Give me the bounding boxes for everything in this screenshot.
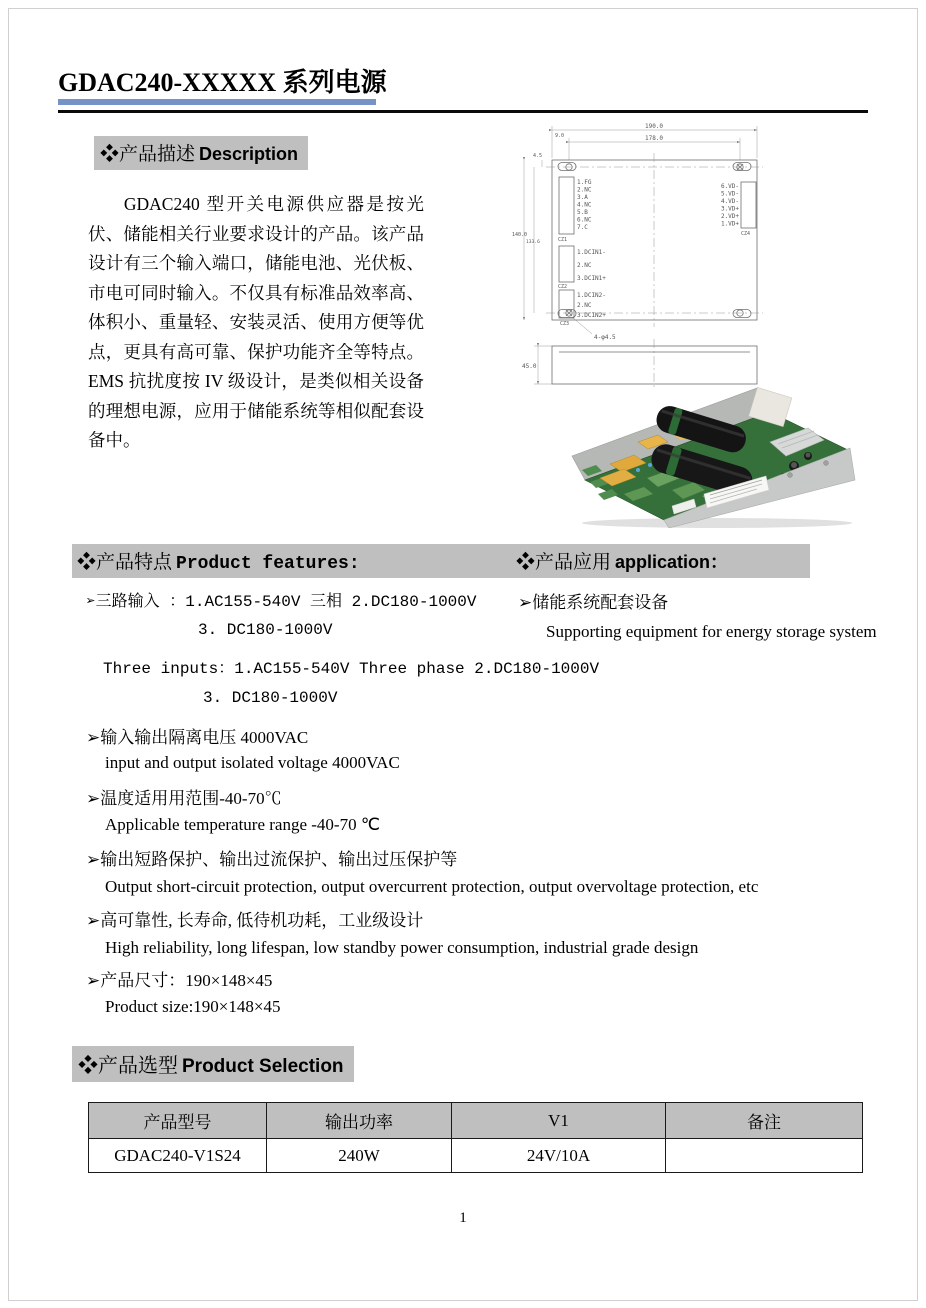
connector-label: CZ4	[741, 231, 751, 237]
connector-cz1	[558, 179, 592, 243]
table-header-model: 产品型号	[89, 1103, 267, 1139]
technical-drawing	[512, 120, 904, 388]
description-heading-zh: ❖产品描述	[100, 144, 196, 165]
table-header-v1: V1	[452, 1103, 666, 1139]
description-paragraph: GDAC240 型开关电源供应器是按光伏、储能相关行业要求设计的产品。该产品设计有三个输入端口，储能电池、光伏板、市电可同时输入。不仅具有标准品效率高、体积小、重量轻、安装灵活、使用方便等优点，更具有高可靠、保护功能齐全等特点。EMS 抗扰度按 IV 级设计，是类似相关设备的理想电源，应用于储能系统等相似配套设备中。	[88, 194, 424, 450]
selection-heading-en: Product Selection	[182, 1056, 344, 1077]
pin-label: 6.VD-	[720, 183, 739, 190]
pin-label: 1.DCIN1-	[577, 249, 606, 256]
feature-item: input and output isolated voltage 4000VAC	[105, 753, 400, 772]
pin-label: 2.VD+	[720, 213, 739, 220]
table-row	[89, 1139, 863, 1173]
selection-heading-zh: ❖产品选型	[78, 1055, 178, 1077]
pin-label: 1.FG	[577, 179, 592, 186]
dim-label-hole-note: 4-φ4.5	[594, 334, 616, 341]
pin-label: 2.NC	[577, 186, 592, 194]
dim-label-case-height: 45.0	[522, 363, 537, 370]
application-heading-en: application：	[615, 552, 729, 572]
feature-item: 3. DC180-1000V	[198, 621, 333, 639]
features-heading	[77, 547, 360, 574]
feature-item: ➢温度适用用范围-40-70℃	[86, 789, 282, 808]
feature-item: Applicable temperature range -40-70 ℃	[105, 815, 380, 834]
table-header-row	[89, 1103, 863, 1139]
table-header-remark: 备注	[666, 1103, 863, 1139]
dim-label-edge-offset: 9.0	[555, 133, 565, 139]
pin-label: 6.NC	[577, 216, 592, 224]
table-cell-remark	[666, 1139, 863, 1173]
description-heading	[94, 136, 308, 170]
description-heading-en: Description	[199, 144, 299, 164]
feature-item: ➢输出短路保护、输出过流保护、输出过压保护等	[86, 850, 458, 869]
feature-item: Output short-circuit protection, output overcurrent protection, output overvoltage protection, etc	[105, 877, 759, 896]
doc-title: GDAC240-XXXXX 系列电源	[58, 68, 387, 97]
title-underline	[58, 99, 376, 105]
connector-cz4	[721, 183, 750, 237]
dim-label-height: 140.0	[512, 232, 528, 238]
pin-label: 1.DCIN2-	[577, 292, 606, 299]
pin-label: 3.DCIN2+	[577, 312, 606, 319]
table-cell-v1: 24V/10A	[452, 1139, 666, 1173]
pin-label: 5.B	[577, 209, 588, 216]
application-item-zh: ➢储能系统配套设备	[518, 593, 669, 612]
features-heading-en: Product features:	[176, 554, 360, 574]
pin-label: 3.VD+	[720, 205, 739, 213]
application-item-en: Supporting equipment for energy storage system	[546, 622, 877, 641]
connector-label: CZ1	[558, 237, 568, 243]
dim-label-corner-inset: 4.5	[533, 153, 543, 159]
connector-label: CZ3	[560, 321, 570, 327]
pin-label: 3.A	[577, 194, 588, 201]
pin-label: 2.NC	[577, 302, 592, 309]
dim-label-hole-pitch: 178.0	[644, 135, 664, 142]
table-cell-power: 240W	[267, 1139, 452, 1173]
feature-item: ➢产品尺寸：190×148×45	[86, 971, 273, 990]
pin-label: 2.NC	[577, 262, 592, 269]
feature-item: ➢高可靠性, 长寿命, 低待机功耗，工业级设计	[86, 911, 424, 930]
pin-label: 7.C	[577, 224, 588, 231]
feature-item: Product size:190×148×45	[105, 997, 281, 1016]
feature-item: Three inputs：1.AC155-540V Three phase 2.DC180-1000V	[103, 660, 600, 678]
title-divider	[58, 110, 868, 113]
feature-item: 3. DC180-1000V	[203, 689, 338, 707]
product-selection-table	[88, 1102, 863, 1173]
application-heading	[516, 547, 728, 574]
table-header-power: 输出功率	[267, 1103, 452, 1139]
feature-item: ➢三路输入 ：1.AC155-540V 三相 2.DC180-1000V	[86, 593, 477, 611]
application-heading-zh: ❖产品应用	[516, 552, 612, 573]
connector-label: CZ2	[558, 284, 568, 290]
connector-cz2	[558, 249, 606, 290]
page-number: 1	[459, 1210, 467, 1226]
feature-item: High reliability, long lifespan, low standby power consumption, industrial grade design	[105, 938, 699, 957]
pin-label: 4.NC	[577, 201, 592, 209]
pin-label: 1.VD+	[720, 220, 739, 228]
pin-label: 4.VD-	[720, 198, 739, 205]
pin-label: 3.DCIN1+	[577, 275, 606, 282]
features-heading-zh: ❖产品特点	[77, 552, 173, 573]
dim-label-inner-height: 133.6	[526, 240, 540, 245]
pin-label: 5.VD-	[720, 190, 739, 198]
selection-heading	[72, 1046, 354, 1082]
product-photo	[552, 378, 874, 528]
features-application-header-bar	[72, 544, 810, 578]
table-cell-model: GDAC240-V1S24	[89, 1139, 267, 1173]
dim-label-width: 190.0	[644, 123, 664, 130]
feature-item: ➢输入输出隔离电压 4000VAC	[86, 728, 309, 747]
